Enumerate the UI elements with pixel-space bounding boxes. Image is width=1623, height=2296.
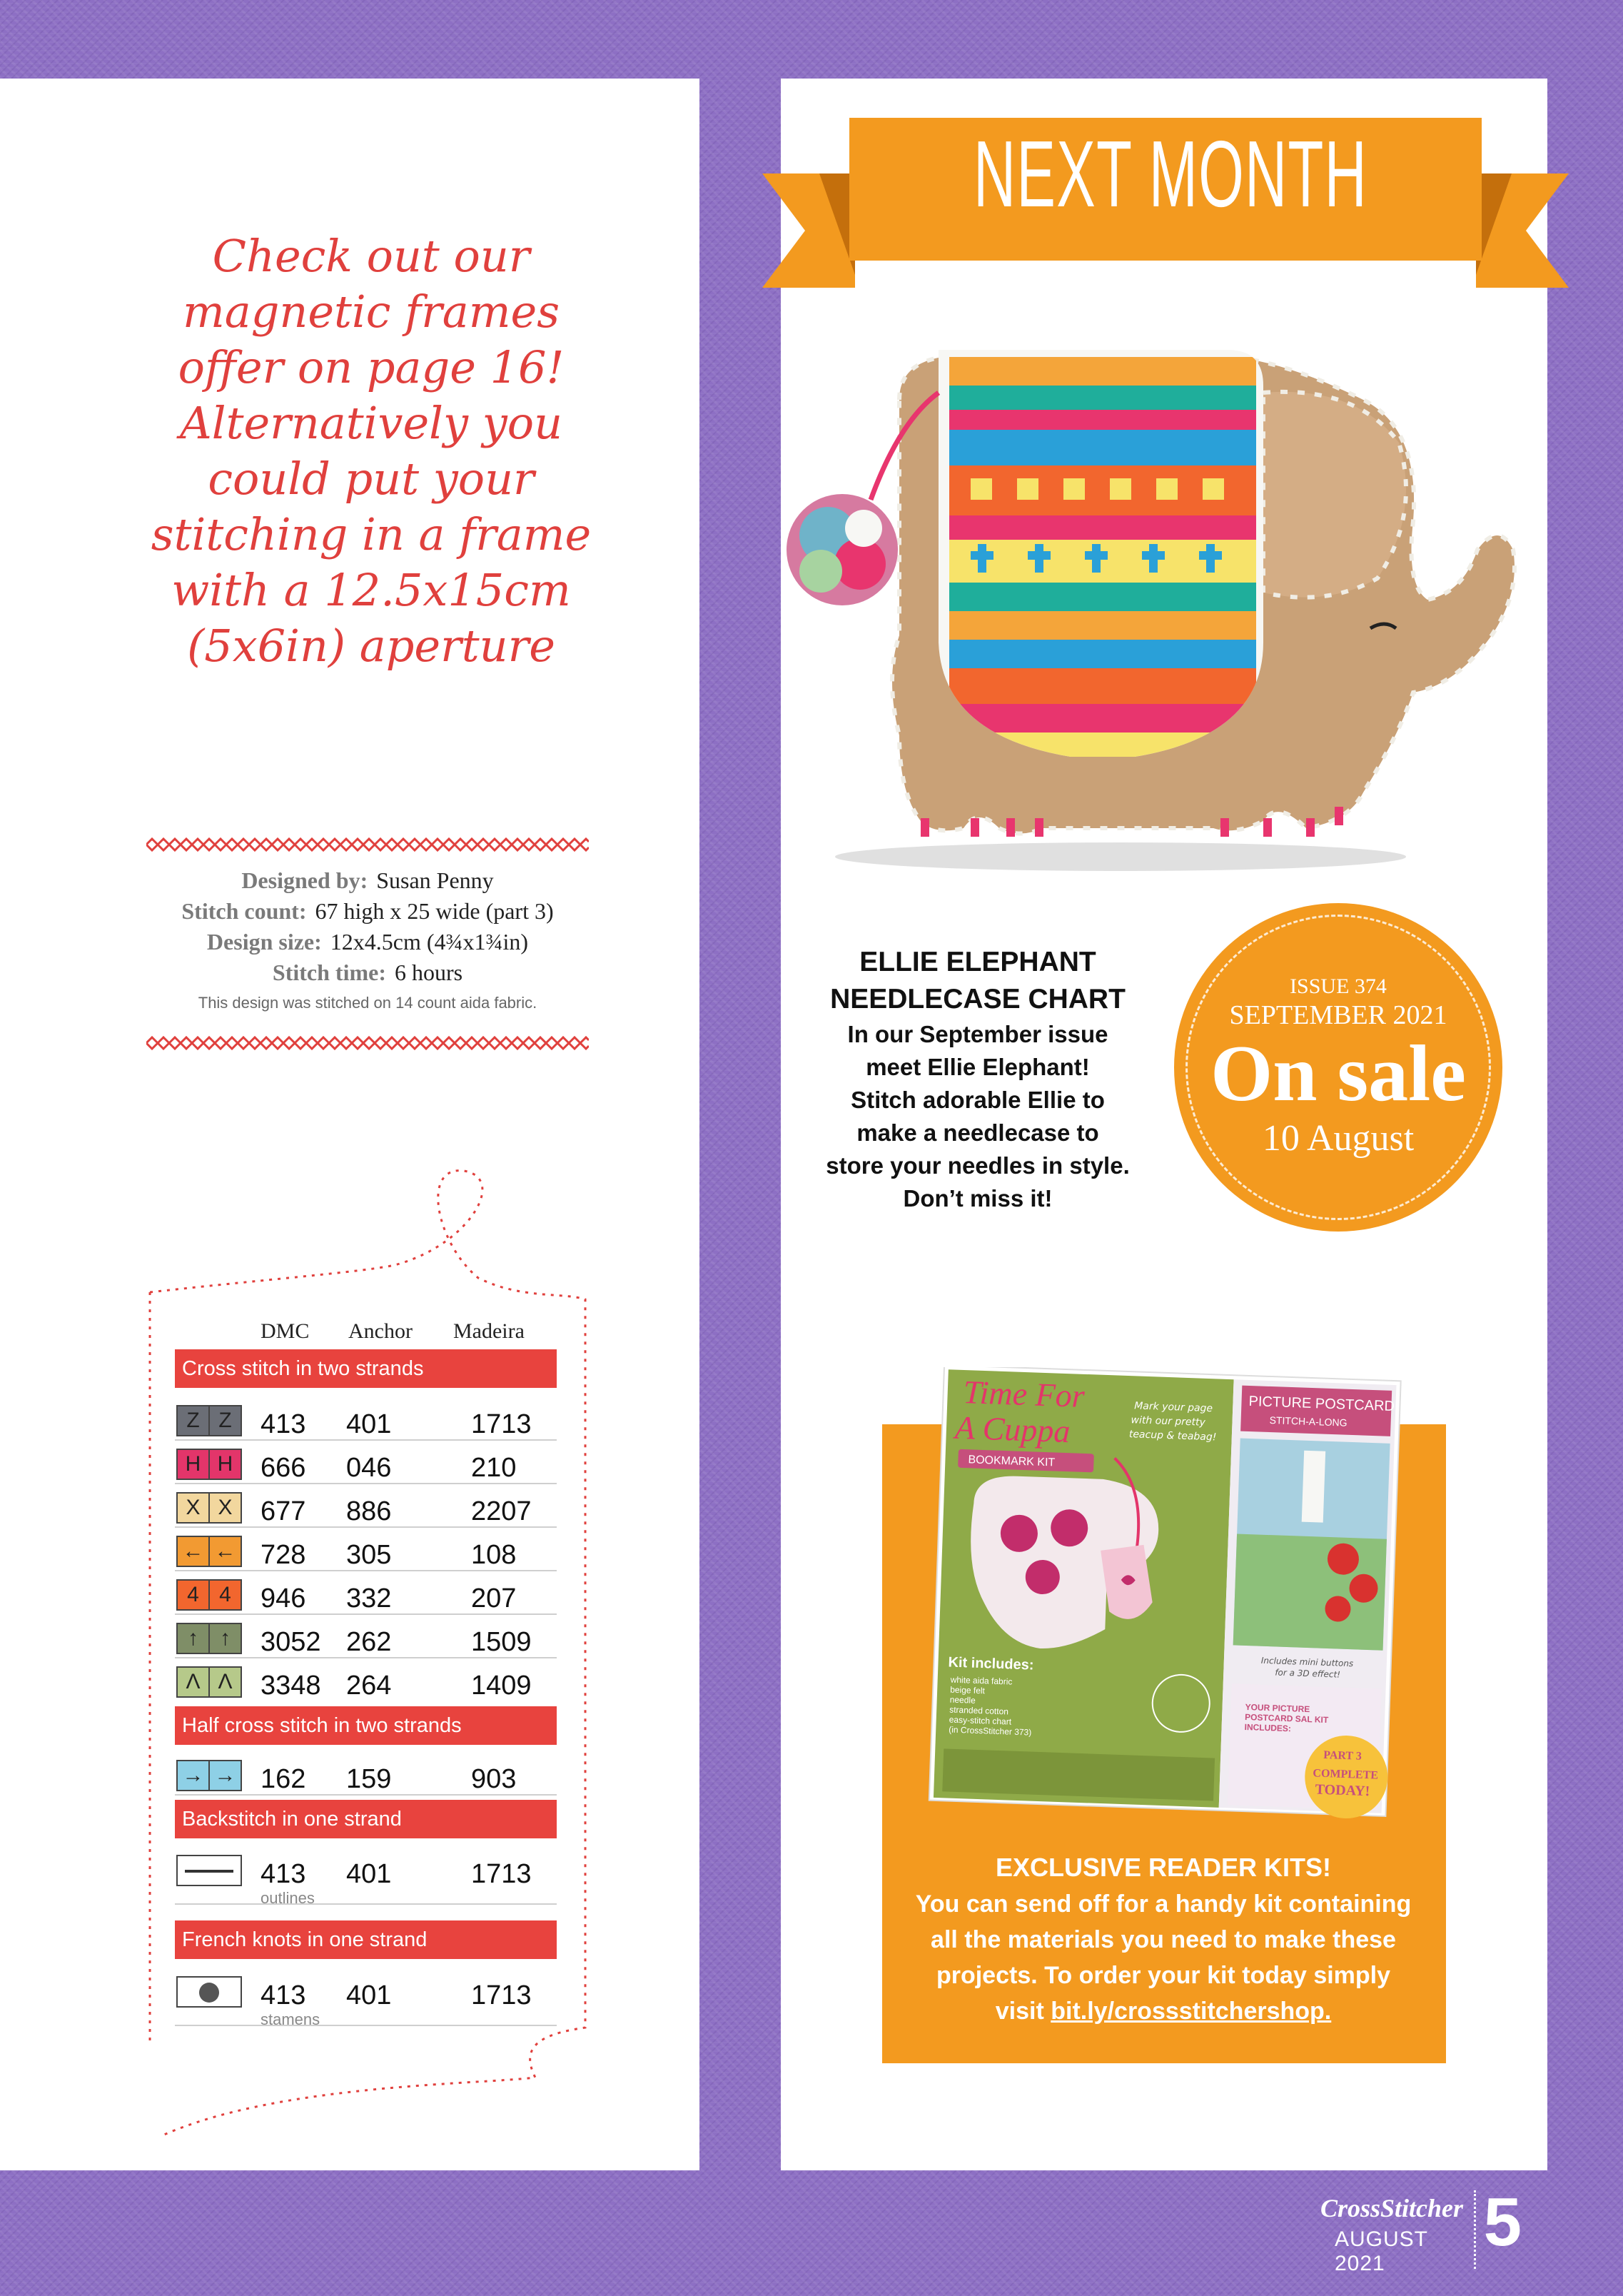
page-footer bbox=[1320, 2184, 1534, 2277]
elephant-needlecase-photo bbox=[735, 336, 1527, 878]
footer-separator bbox=[1474, 2190, 1476, 2269]
key-header-madeira: Madeira bbox=[453, 1319, 525, 1343]
note-line: could put your bbox=[208, 453, 535, 505]
mag-badge-today: TODAY! bbox=[1315, 1781, 1370, 1800]
handwritten-note bbox=[143, 228, 600, 674]
mag-right-title-1: PICTURE POSTCARD bbox=[1248, 1393, 1395, 1415]
feature-body: In our September issue meet Ellie Elephant! Stitch adorable Ellie to make a needlecase to store your needles in style. Don’t miss it! bbox=[826, 1021, 1130, 1212]
stitch-symbol: → → bbox=[176, 1760, 242, 1791]
mag-right-box: YOUR PICTURE bbox=[1245, 1702, 1310, 1715]
banner-title: NEXT MONTH bbox=[974, 121, 1367, 226]
on-sale-text: On sale bbox=[1210, 1029, 1466, 1118]
mag-badge-complete: COMPLETE bbox=[1313, 1767, 1379, 1782]
key-row: Z Z 413 401 1713 bbox=[175, 1396, 557, 1441]
mag-right-note: Includes mini buttons bbox=[1260, 1655, 1354, 1669]
mag-kit-item: beige felt bbox=[949, 1684, 986, 1696]
mag-kit-item: easy-stitch chart bbox=[949, 1714, 1012, 1727]
issue-number: ISSUE 374 bbox=[1290, 975, 1387, 998]
design-credits bbox=[107, 865, 628, 1014]
on-sale-date: 10 August bbox=[1262, 1118, 1415, 1159]
note-line: Check out our bbox=[212, 230, 530, 282]
section-cross-stitch: Cross stitch in two strands bbox=[175, 1349, 557, 1388]
credit-stitch-time: Stitch time: 6 hours bbox=[272, 960, 463, 985]
reader-kits-title: EXCLUSIVE READER KITS! bbox=[995, 1853, 1332, 1882]
page-number: 5 bbox=[1483, 2184, 1522, 2260]
mag-right-note: for a 3D effect! bbox=[1275, 1667, 1341, 1680]
stitch-symbol: Z Z bbox=[176, 1405, 242, 1436]
credit-design-size: Design size: 12x4.5cm (4¾x1¾in) bbox=[206, 929, 529, 955]
key-header-dmc: DMC bbox=[261, 1319, 310, 1343]
stitch-symbol: H H bbox=[176, 1449, 242, 1480]
mag-left-note: teacup & teabag! bbox=[1128, 1429, 1217, 1444]
mag-left-note: Mark your page bbox=[1133, 1400, 1213, 1415]
feature-title: ELLIE ELEPHANT NEEDLECASE CHART bbox=[830, 947, 1126, 1014]
key-row: 413 401 1713 stamens bbox=[175, 1968, 557, 2026]
mag-right-box: INCLUDES: bbox=[1244, 1722, 1292, 1734]
key-row: X X 677 886 2207 bbox=[175, 1484, 557, 1528]
mag-kit-includes: Kit includes: bbox=[948, 1654, 1034, 1673]
key-header-anchor: Anchor bbox=[348, 1319, 413, 1343]
mag-left-title-2: A Cuppa bbox=[954, 1409, 1071, 1450]
note-line: offer on page 16! bbox=[178, 341, 565, 393]
note-line: magnetic frames bbox=[182, 286, 560, 338]
mag-kit-item: needle bbox=[949, 1694, 976, 1706]
key-row: 4 4 946 332 207 bbox=[175, 1571, 557, 1615]
key-row: ↑ ↑ 3052 262 1509 bbox=[175, 1614, 557, 1658]
mag-right-title-2: STITCH-A-LONG bbox=[1269, 1414, 1348, 1429]
note-line: with a 12.5x15cm bbox=[171, 564, 571, 616]
mag-left-title-1: Time For bbox=[962, 1373, 1086, 1414]
section-half-cross: Half cross stitch in two strands bbox=[175, 1706, 557, 1745]
issue-date: AUGUST 2021 bbox=[1335, 2227, 1428, 2275]
key-row: ← ← 728 305 108 bbox=[175, 1527, 557, 1571]
mag-badge-part: PART 3 bbox=[1323, 1748, 1362, 1763]
section-backstitch: Backstitch in one strand bbox=[175, 1800, 557, 1838]
mag-right-box: POSTCARD SAL KIT bbox=[1244, 1712, 1329, 1726]
zigzag-divider-top bbox=[146, 837, 589, 852]
credit-stitch-count: Stitch count: 67 high x 25 wide (part 3) bbox=[181, 898, 554, 924]
key-row: Λ Λ 3348 264 1409 bbox=[175, 1658, 557, 1701]
reader-kits-text bbox=[892, 1849, 1435, 2029]
issue-month: SEPTEMBER 2021 bbox=[1229, 1000, 1447, 1030]
magazine-spread-image bbox=[928, 1367, 1402, 1824]
reader-kits-body: You can send off for a handy kit containing all the materials you need to make these projects. To order your kit today simply visit bit.ly/crossstitchershop. bbox=[915, 1890, 1412, 2025]
key-row: H H 666 046 210 bbox=[175, 1440, 557, 1484]
mag-kit-item: (in CrossStitcher 373) bbox=[949, 1724, 1032, 1738]
stitch-symbol: X X bbox=[176, 1492, 242, 1524]
backstitch-line-icon bbox=[176, 1855, 242, 1886]
stitch-symbol: Λ Λ bbox=[176, 1666, 242, 1698]
mag-kit-item: stranded cotton bbox=[949, 1704, 1009, 1717]
magazine-brand: CrossStitcher bbox=[1320, 2194, 1463, 2222]
stitch-symbol: ↑ ↑ bbox=[176, 1623, 242, 1654]
mag-left-subtitle: BOOKMARK KIT bbox=[968, 1454, 1056, 1469]
note-line: (5x6in) aperture bbox=[187, 620, 555, 672]
note-line: Alternatively you bbox=[179, 397, 563, 449]
credit-designer: Designed by: Susan Penny bbox=[241, 867, 494, 893]
mag-kit-item: white aida fabric bbox=[950, 1674, 1013, 1687]
mag-left-note: with our pretty bbox=[1131, 1414, 1206, 1429]
shop-link[interactable]: bit.ly/crossstitchershop. bbox=[1051, 1998, 1332, 2025]
zigzag-divider-bottom bbox=[146, 1035, 589, 1051]
section-french-knots: French knots in one strand bbox=[175, 1920, 557, 1959]
stitch-symbol: ← ← bbox=[176, 1536, 242, 1567]
key-row: 413 401 1713 outlines bbox=[175, 1846, 557, 1905]
feature-blurb bbox=[807, 944, 1149, 1215]
stitch-symbol: 4 4 bbox=[176, 1579, 242, 1611]
key-row: → → 162 159 903 bbox=[175, 1751, 557, 1796]
on-sale-badge bbox=[1174, 903, 1502, 1232]
fabric-note: This design was stitched on 14 count aida fabric. bbox=[198, 994, 537, 1012]
french-knot-icon bbox=[176, 1976, 242, 2008]
note-line: stitching in a frame bbox=[151, 508, 592, 560]
